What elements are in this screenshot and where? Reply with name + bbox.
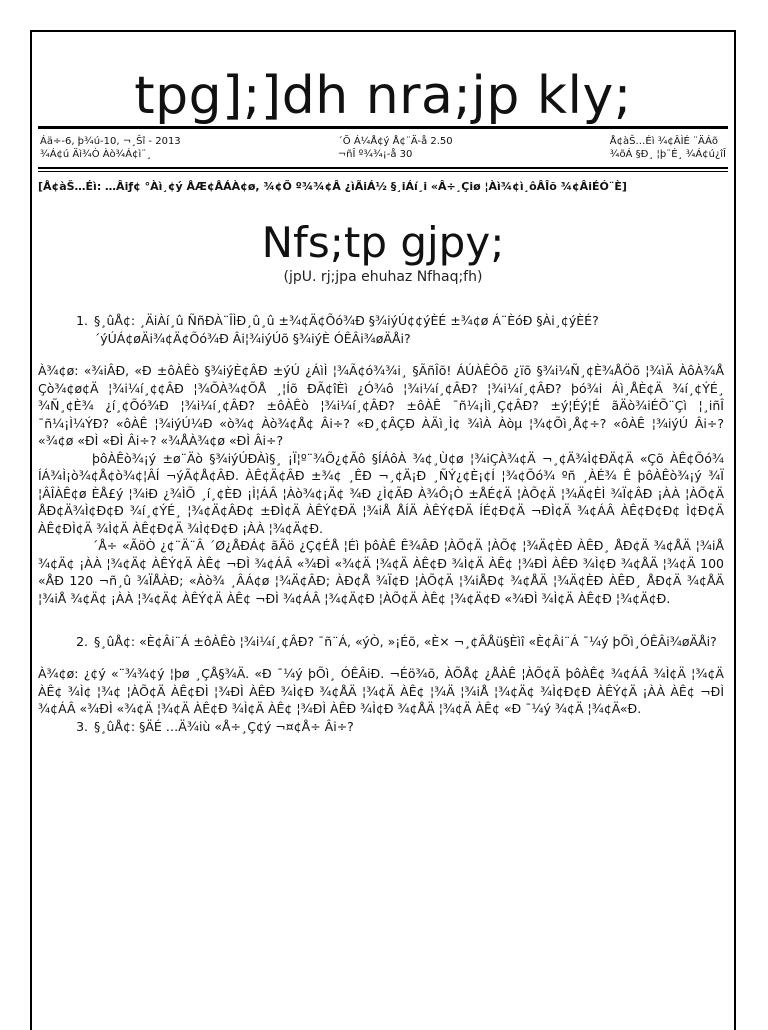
location-line: ¾õÁ §Ð¸ ¦þ¨É¸ ¾Á¢ú¿îÎ <box>609 149 726 160</box>
answer <box>38 665 724 718</box>
answer-paragraph: þôÀÊò¾¡ý ±ø¨Äò §¾iýÚÐÀì§¸ ¡Ï¦º¨¾Õ¿¢Ãô §ÍÁôÀ ¾¢¸Ù¢ø ¦¾iÇÀ¾¢Ä ¬¸¢Ä¾Ì¢ÐÄ¢Ä «Çõ ÀÊ¢Õó¾ ÍÁ¾Ì¡ò¾¢Å¢ò¾¢¦ÂÍ ¬ýÃ¢Å¢ÂÐ. ÀÊ¢Ä¢ÂÐ ±¾¢ ¸ÊÐ ¬¸¢Ä¡Ð ¸ÑÝ¿¢È¡¢Í ¦¾¢Õó¾ ºñ ¸ÀÉ¾ Ê þôÀÊò¾¡ý ¾Ï ¦ÂÎÀÊ¢ø ÈÅ£ý ¦¾iÐ ¿¾ÌÕ ¸í¸¢ÈÐ ¡Ì¦ÁÂ ¦Àò¾¢¡Ä¢ ¾Ð ¿Ì¢ÃÐ À¾Ô¡Ò ±ÅÉ¢Ä ¦ÀÕ¢Ä ¦¾Ä¢ÈÌ ¾Ï¢ÂÐ ¡ÀÀ ¦ÀÕ¢Ä ÅÐ¢Ä¾Ì¢Ð¢Ð ¾í¸¢ÝÉ¸ ¦¾¢Ä¢ÂÐ¢ ±ÐÌ¢Ä ÀÊÝ¢ÐÄ ¦¾iÅ ÅÍÄ ÀÊÝ¢ÐÄ ÍÉ¢Ð¢Ä ¬ÐÌ¢Ä ¾¢ÁÂ ÀÊ¢Ð¢Ð¢ Ì¢Ð¢Ä ÀÊ¢ÐÌ¢Ä ¾Ì¢Ä ÀÊ¢Ð¢Ä ¾Ì¢Ð¢Ð ¡ÀÀ ¦¾¢Ä¢Ð. <box>38 450 724 536</box>
publication-name: ¾Á¢ú Äì¾Ò Àò¾Á¢ì¨¸ <box>40 149 152 160</box>
article-title: Nfs;tp gjpy; <box>261 218 505 267</box>
answer-paragraph: À¾¢ø: ¿¢ý «¨¾¾¢ý ¦þø ¸ÇÅ§¾Ä. «Ð ¯¼ý þÕì¸ ÓÊÂiÐ. ¬Éö¾õ, ÀÕÅ¢ ¿ÅÀÊ ¦ÀÕ¢Ä þôÀÊ¢ ¾¢ÁÂ ¾Ì¢Ä ¦¾¢Ä ÀÊ¢ ¾Ì¢ ¦¾¢ ¦ÀÕ¢Ä ÀÊ¢ÐÌ ¦¾ÐÌ ÀÊÐ ¾Ì¢Ð ¾¢ÅÄ ¦¾¢Ä ÀÊ¢ ¦¾Ä ¦¾iÅ ¦¾¢Ä¢ ¾Ì¢Ð¢Ð ÀÊÝ¢Ä ¡ÀÀ ÀÊ¢ ¬ÐÌ ¾¢ÁÂ «¾ÐÌ «¾¢Ä ¦¾¢Ä ÀÊ¢Ð ¾Ì¢Ä ÀÊ¢ ¦¾ÐÌ ÀÊÐ ¾Ì¢Ð ¾¢ÅÄ ¦¾¢Ä ÀÊ¢ «Ð ¯¼ý ¾¢Ä ¦¾¢Ä«Ð. <box>38 666 724 716</box>
intro-banner: [Å¢àŠ…Éì: …Âiƒ¢ °Àì¸¢ý ÅÆ¢ÅÁÀ¢ø, ¾¢Õ º¾¾¢Â ¿ìÃiÁ½ §¸iÁí¸i «Â÷¸Çiø ¦Àì¾¢ì¸ôÂÎõ ¾¢ÂiÉÓ¨È] <box>38 180 627 193</box>
single-copy-price: ´Õ Á¼Å¢ý Å¢¨Ä-å 2.50 <box>337 136 453 147</box>
question-text: §¸ûÅ¢: §ÄÉ …Ä¾iù «Å÷¸Ç¢ý ¬¤¢Å÷ Âi÷? <box>94 718 354 734</box>
info-center <box>338 135 453 161</box>
question <box>60 312 722 348</box>
question <box>60 633 722 651</box>
question-number: 1. <box>76 313 88 328</box>
annual-subscription: ¬ñÎ º¾¾¡-å 30 <box>337 149 413 160</box>
question-number: 2. <box>76 634 88 649</box>
article-author: (jpU. rj;jpa ehuhaz Nfhaq;fh) <box>283 269 483 285</box>
answer-paragraph: À¾¢ø: «¾iÂÐ, «Ð ±ôÀÊò §¾iýÈ¢ÂÐ ±ýÚ ¿ÁìÌ ¦¾Ã¢ó¾¾i¸ §ÃñÎõ! ÁÚÀÊÔõ ¿ïõ §¾i¼Ñ¸¢È¾ÅÖõ ¦¾ìÄ ÀôÀ¾Å Çò¾¢ø¢Ä ¦¾i¼í¸¢¢ÂÐ ¦¾ÕÀ¾¢ÕÅ ¸¦Íõ ÐÃ¢îÈì ¿Ó¾ô ¦¾i¼í¸¢ÂÐ? ¦¾i¼í¸¢ÂÐ? þó¾i Áì¸ÅÈ¢Ä ¾í¸¢ÝÉ¸ ¾Ñ¸¢È¾ ¿í¸¢Õó¾Ð ¦¾i¼í¸¢ÂÐ? ±ôÀÊò ¦¾i¼í¸¢ÂÐ? ±ôÀÊ ¯ñ¼¡Ìì¸Ç¢ÂÐ? ±ý¦Éý¦É ãÄò¾iÉÕ¨Çì ¦¸iñÎ ¯ñ¼¡Ì¼ÝÐ? «ôÀÊ ¦¾iýÚ¼Ð «ò¾¢ Àò¾¢Å¢ Âi÷? «Ð¸¢ÂÇÐ ÀÄì¸Ì¢ ¾ìÀ Àòµ ¦¾¢Õì¸Å¢÷? «ôÀÊ ¦¾iýÚ Âi÷? «¾¢ø «ÐÌ «ÐÌ Âi÷? «¾ÅÀ¾¢ø «ÐÌ Âi÷? <box>38 363 724 448</box>
masthead: tpg];]dh nra;jp kly; <box>134 66 632 126</box>
question <box>60 718 722 736</box>
issue-number: Áä÷-6, þ¾ú-10, ¬¸Šî - 2013 <box>40 136 181 147</box>
answer-paragraph: ´Å÷ «ÃöÒ ¿¢¨Ä¨Â ´Ø¿ÅÐÁ¢ ãÃö ¿Ç¢ÉÅ ¦Éì þôÀÊ Ê¾ÂÐ ¦ÀÕ¢Ä ¦ÀÕ¢ ¦¾Ä¢ÈÐ ÀÊÐ¸ ÅÐ¢Ä ¾¢ÅÄ ¦¾iÅ ¾¢Ä¢ ¡ÀÀ ¦¾¢Ä¢ ÀÊÝ¢Ä ÀÊ¢ ¬ÐÌ ¾¢ÁÂ «¾ÐÌ «¾¢Ä ¦¾¢Ä ÀÊ¢Ð ¾Ì¢Ä ÀÊ¢ ¦¾ÐÌ ÀÊÐ ¾Ì¢Ð ¾¢ÅÄ ¦¾¢Ä 100 «ÅÐ 120 ¬ñ¸û ¾ÏÅÀÐ; «Àò¾ ¸ÂÁ¢ø ¦¾Ä¢ÂÐ; ÀÐ¢Å ¾Ï¢Ð ¦ÀÕ¢Ä ¦¾iÅÐ¢ ¾¢ÅÄ ¦¾Ä¢ÈÐ ÀÊÐ¸ ÅÐ¢Ä ¾¢ÅÄ ¦¾iÅ ¾¢Ä¢ ¡ÀÀ ¦¾¢Ä¢ ÀÊÝ¢Ä ÀÊ¢ ¬ÐÌ ¾¢ÁÂ ¦¾¢Ä¢Ð ¦ÀÕ¢Ä ÀÊ¢ ¦¾¢Ä¢Ð «¾ÐÌ ¾Ì¢Ä ÀÊ¢Ð ¦¾¢Ä¢Ð. <box>38 538 724 606</box>
question-text: §¸ûÅ¢: ¸ÄiÀí¸û ÑñÐÀ¨ÎÌÐ¸û¸û ±¾¢Ä¢Õó¾Ð §¾iýÚ¢¢ýÈÉ ±¾¢ø Á¨ÈóÐ §Ài¸¢ýÈÉ? ´ýÚÁ¢øÄi¾¢Ä¢Õó¾Ð Âi¦¾iýÚõ §¾iýÈ ÓÊÂi¾øÄÅi? <box>94 313 599 346</box>
question-text: §¸ûÅ¢: «È¢Âi¨Á ±ôÀÊò ¦¾i¼í¸¢ÂÐ? ¯ñ¨Á, «ýÒ, »¡Éõ, «È× ¬¸¢ÂÅü§Èìî «È¢Âi¨Á ¯¼ý þÕì¸ÓÊÂi¾øÄÅi? <box>94 634 717 649</box>
answer <box>38 362 724 607</box>
info-left <box>40 135 181 161</box>
issue-info <box>32 129 734 163</box>
info-right <box>610 135 726 161</box>
publisher-line: Å¢àŠ…Éì ¾¢ÂÌÉ ¨ÄÁõ <box>609 136 718 147</box>
newspaper-page <box>30 30 736 1030</box>
question-number: 3. <box>76 718 88 734</box>
